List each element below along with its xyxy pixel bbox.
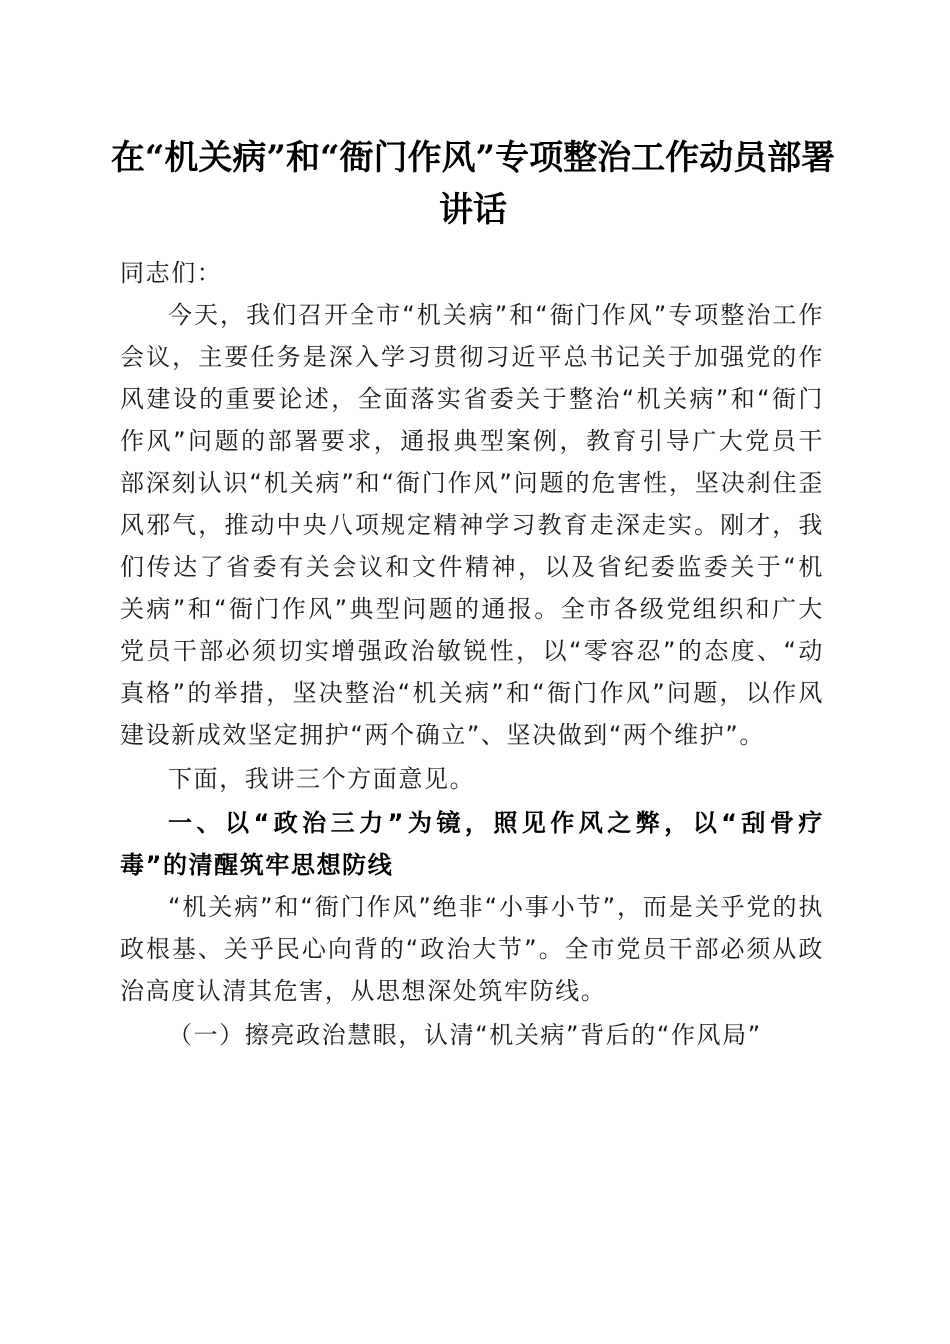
section-1-paragraph: “机关病”和“衙门作风”绝非“小事小节”，而是关乎党的执政根基、关乎民心向背的“政治大节”。全市党员干部必须从政治高度认清其危害，从思想深处筑牢防线。 bbox=[120, 893, 824, 1005]
salutation: 同志们： bbox=[120, 259, 223, 287]
section-1-heading: 一、以“政治三力”为镜，照见作风之弊，以“刮骨疗毒”的清醒筑牢思想防线 bbox=[120, 809, 824, 879]
document-body bbox=[120, 252, 824, 1056]
transition-paragraph: 下面，我讲三个方面意见。 bbox=[168, 765, 476, 793]
subsection-1-heading: （一）擦亮政治慧眼，认清“机关病”背后的“作风局” bbox=[168, 1021, 762, 1049]
document-title: 在“机关病”和“衙门作风”专项整治工作动员部署讲话 bbox=[110, 138, 836, 230]
intro-paragraph: 今天，我们召开全市“机关病”和“衙门作风”专项整治工作会议，主要任务是深入学习贯彻习近平总书记关于加强党的作风建设的重要论述，全面落实省委关于整治“机关病”和“衙门作风”问题的部署要求，通报典型案例，教育引导广大党员干部深刻认识“机关病”和“衙门作风”问题的危害性，坚决刹住歪风邪气，推动中央八项规定精神学习教育走深走实。刚才，我们传达了省委有关会议和文件精神，以及省纪委监委关于“机关病”和“衙门作风”典型问题的通报。全市各级党组织和广大党员干部必须切实增强政治敏锐性，以“零容忍”的态度、“动真格”的举措，坚决整治“机关病”和“衙门作风”问题，以作风建设新成效坚定拥护“两个确立”、坚决做到“两个维护”。 bbox=[120, 301, 824, 749]
